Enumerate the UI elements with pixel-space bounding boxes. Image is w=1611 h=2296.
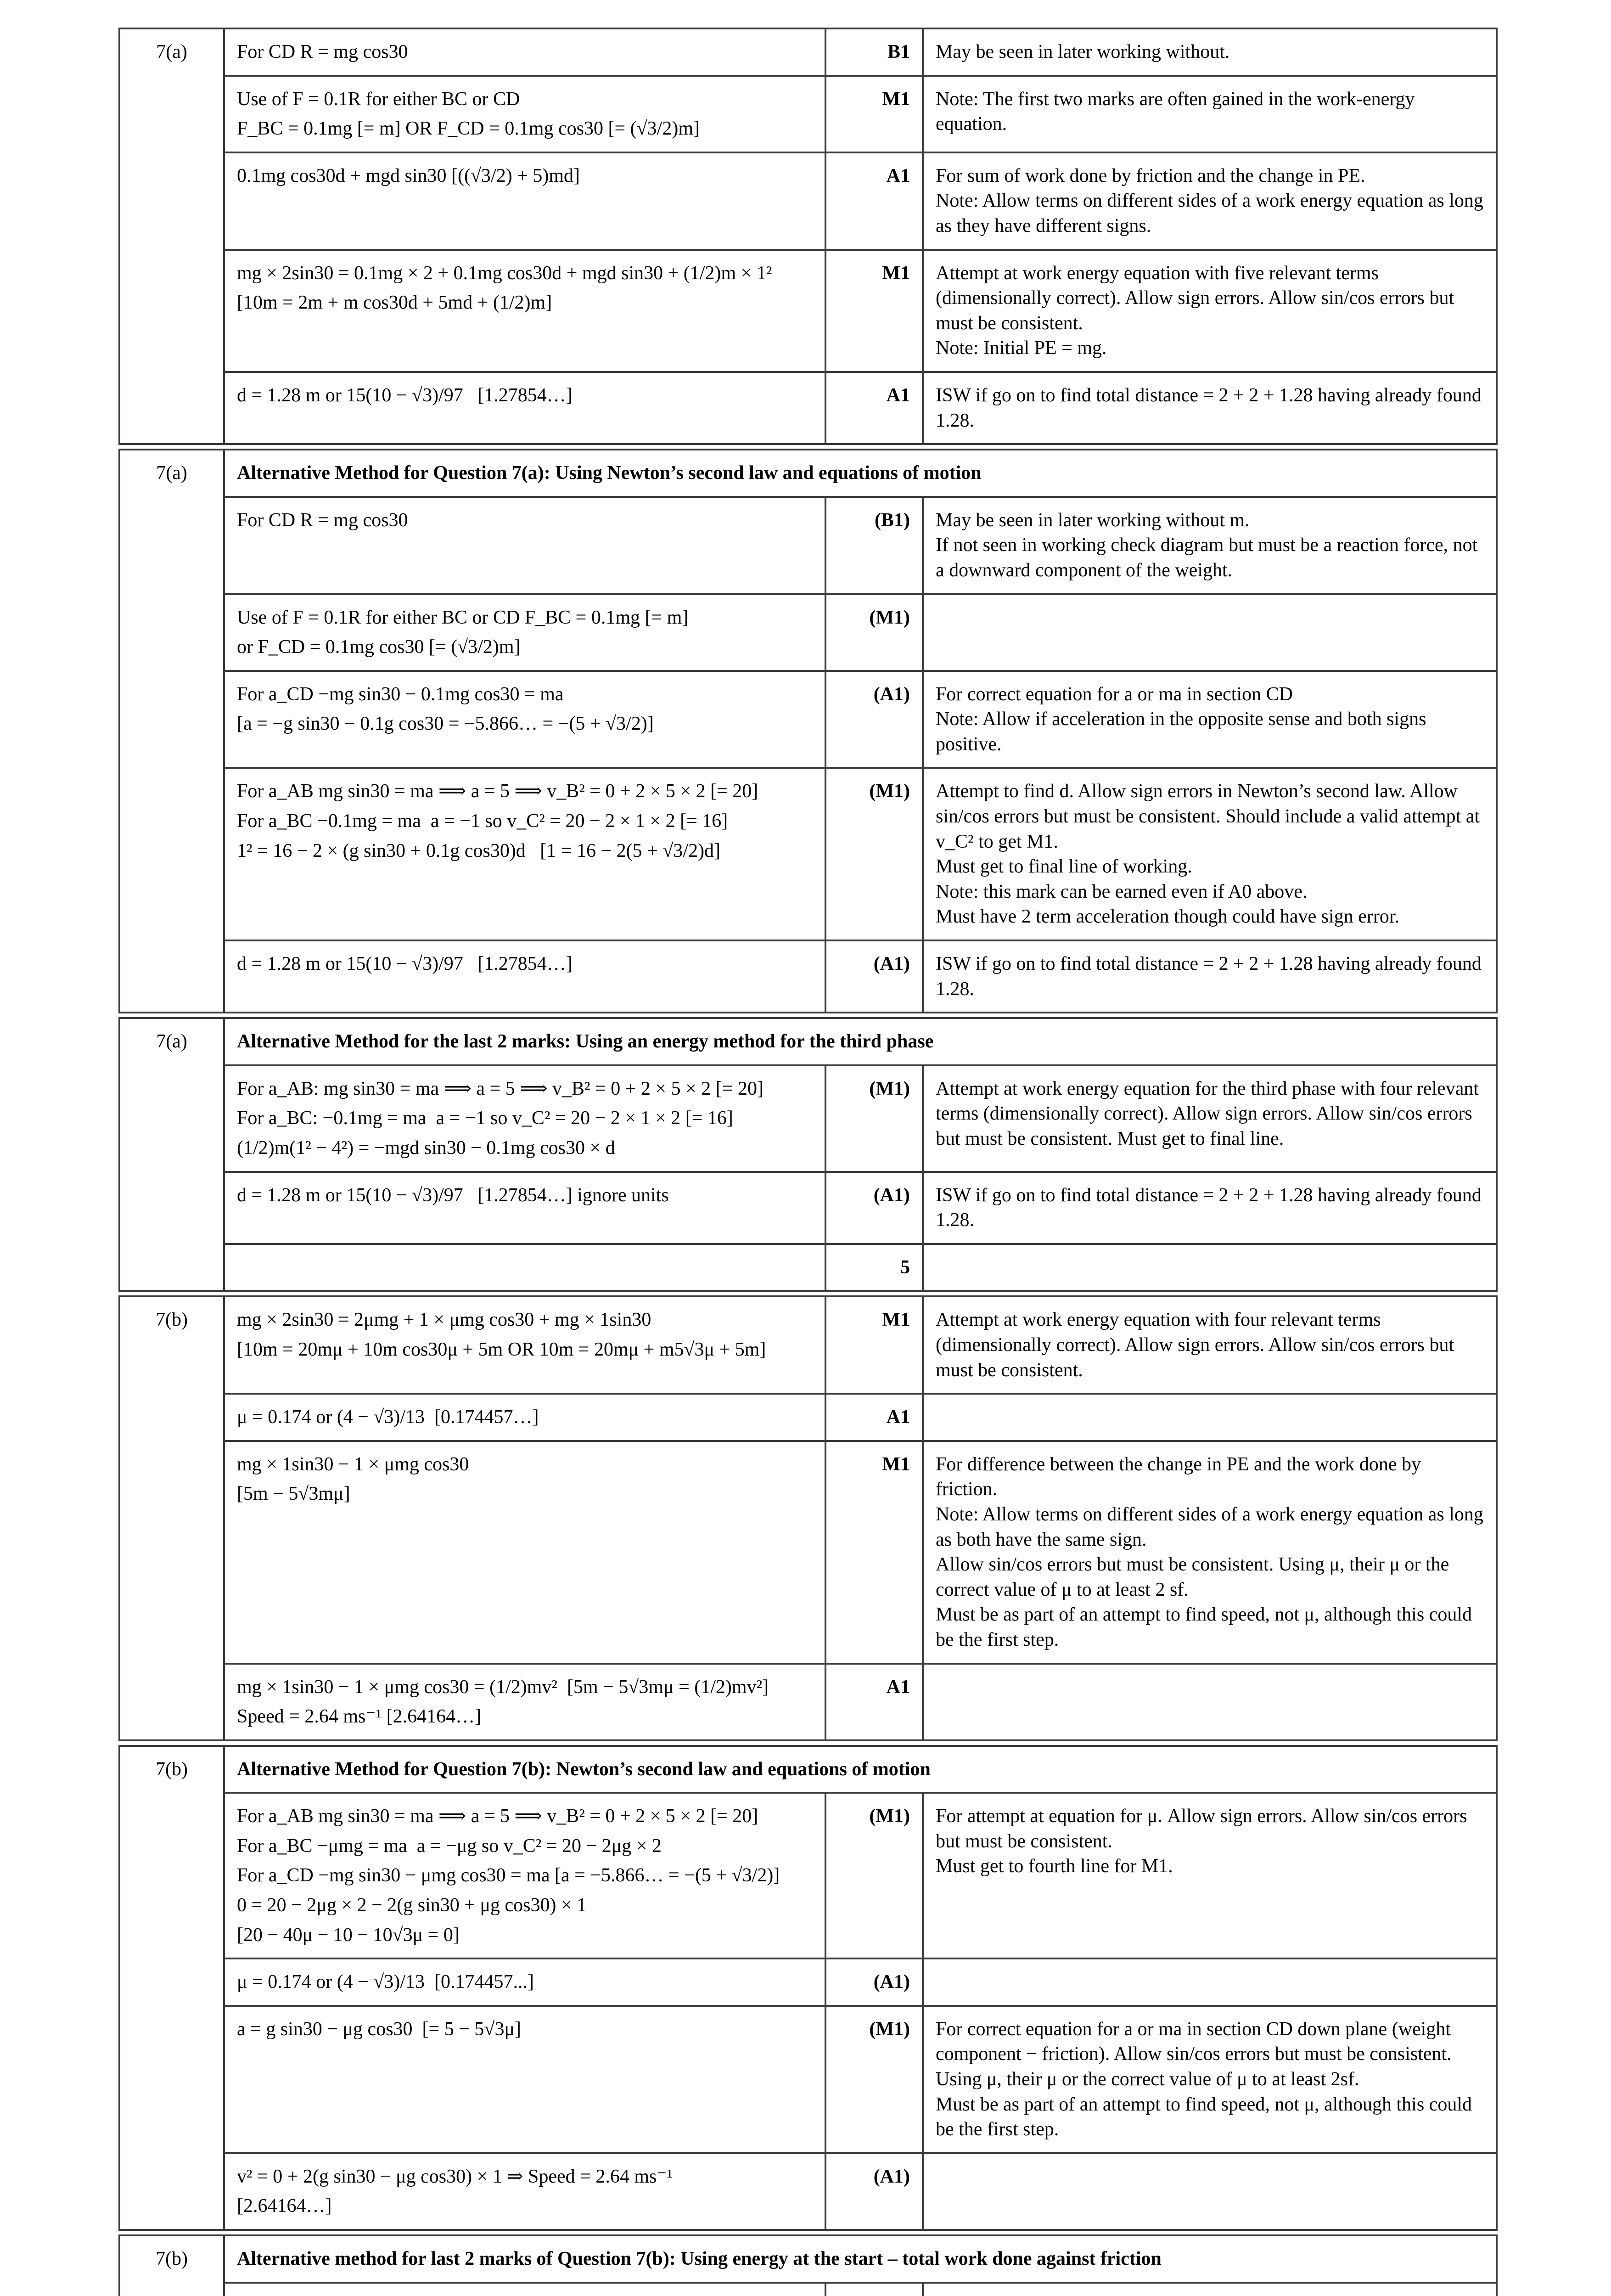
working-cell: [224, 1065, 825, 1172]
guidance-line: Note: Initial PE = mg.: [936, 338, 1107, 359]
guidance-line: ISW if go on to find total distance = 2 + 2 + 1.28 having already found 1.28.: [936, 953, 1487, 1000]
mark-row: [119, 372, 1497, 444]
total-row: [119, 1244, 1497, 1291]
mark-code: A1: [825, 372, 923, 444]
working-cell: [224, 594, 825, 671]
section-heading-row: [119, 450, 1497, 497]
mark-scheme-table: [118, 28, 1498, 2296]
section-separator: [119, 1740, 1497, 1746]
mark-row: [119, 2153, 1497, 2230]
guidance-line: For attempt at equation for μ. Allow sign errors. Allow sin/cos errors but must be consistent.: [936, 1806, 1472, 1852]
total-spacer: [224, 1244, 825, 1291]
guidance-cell: [923, 2283, 1497, 2296]
guidance-line: For correct equation for a or ma in section CD: [936, 683, 1293, 705]
working-line: For a_BC: −0.1mg = ma a = −1 so v_C² = 20 − 2 × 1 × 2 [= 16]: [237, 1108, 733, 1129]
working-line: 1² = 16 − 2 × (g sin30 + 0.1g cos30)d [1 = 16 − 2(5 + √3/2)d]: [237, 840, 721, 861]
working-cell: [224, 2006, 825, 2153]
working-line: For a_AB: mg sin30 = ma ⟹ a = 5 ⟹ v_B² = 0 + 2 × 5 × 2 [= 20]: [237, 1078, 763, 1099]
mark-row: [119, 1172, 1497, 1244]
section-separator: [119, 1291, 1497, 1296]
section-separator: [119, 1013, 1497, 1018]
mark-row: [119, 1441, 1497, 1664]
question-number: 7(a): [119, 28, 224, 444]
working-cell: [224, 76, 825, 152]
mark-code: M1: [825, 250, 923, 372]
guidance-line: Note: Allow terms on different sides of a work energy equation as long as both have the same sign.: [936, 1503, 1488, 1550]
guidance-line: For sum of work done by friction and the change in PE.: [936, 165, 1365, 186]
working-line: [5m − 5√3mμ]: [237, 1483, 350, 1505]
guidance-line: May be seen in later working without m.: [936, 509, 1250, 531]
mark-row: [119, 768, 1497, 940]
working-cell: [224, 1441, 825, 1664]
separator-cell: [119, 2230, 1497, 2235]
working-line: For a_AB mg sin30 = ma ⟹ a = 5 ⟹ v_B² = 0 + 2 × 5 × 2 [= 20]: [237, 1806, 758, 1827]
working-line: d = 1.28 m or 15(10 − √3)/97 [1.27854…]: [237, 953, 573, 975]
working-line: For CD R = mg cos30: [237, 41, 408, 62]
guidance-cell: [923, 152, 1497, 250]
working-line: [2.64164…]: [237, 2195, 332, 2217]
guidance-line: For difference between the change in PE and the work done by friction.: [936, 1453, 1426, 1500]
guidance-cell: [923, 497, 1497, 594]
working-line: Use of F = 0.1R for either BC or CD: [237, 88, 520, 110]
mark-code: (M1): [825, 2006, 923, 2153]
working-line: F_BC = 0.1mg [= m] OR F_CD = 0.1mg cos30 [= (√3/2)m]: [237, 118, 700, 140]
guidance-cell: [923, 1065, 1497, 1172]
separator-cell: [119, 444, 1497, 450]
guidance-cell: [923, 1793, 1497, 1958]
mark-row: [119, 594, 1497, 671]
mark-row: [119, 1664, 1497, 1740]
mark-row: [119, 1065, 1497, 1172]
separator-cell: [119, 1740, 1497, 1746]
guidance-line: [936, 2294, 1484, 2296]
alternative-method-heading: Alternative Method for the last 2 marks: Using an energy method for the third phase: [224, 1018, 1497, 1065]
mark-row: [119, 1296, 1497, 1394]
working-cell: [224, 152, 825, 250]
guidance-line: Note: The first two marks are often gained in the work-energy equation.: [936, 88, 1420, 135]
working-cell: [224, 1958, 825, 2006]
mark-code: M1: [825, 1296, 923, 1394]
guidance-line: Must be as part of an attempt to find speed, not μ, although this could be the first step.: [936, 1604, 1477, 1650]
mark-code: (A1): [825, 1172, 923, 1244]
alternative-method-heading: Alternative Method for Question 7(b): Newton’s second law and equations of motion: [224, 1746, 1497, 1793]
guidance-line: Attempt to find d. Allow sign errors in Newton’s second law. Allow sin/cos errors but must be consistent. Should include a valid attempt at v_C² to get M1.: [936, 781, 1485, 852]
guidance-line: Attempt at work energy equation with four relevant terms (dimensionally correct). Allow sign errors. Allow sin/cos errors but must be consistent.: [936, 1309, 1459, 1381]
total-spacer: [923, 1244, 1497, 1291]
working-line: For CD R = mg cos30: [237, 509, 408, 531]
working-cell: [224, 768, 825, 940]
working-line: or F_CD = 0.1mg cos30 [= (√3/2)m]: [237, 636, 521, 658]
working-line: 0 = 20 − 2μg × 2 − 2(g sin30 + μg cos30) × 1: [237, 1895, 587, 1916]
working-cell: [224, 671, 825, 768]
mark-row: [119, 76, 1497, 152]
working-line: mg × 1sin30 − 1 × μmg cos30 = (1/2)mv² [5m − 5√3mμ = (1/2)mv²]: [237, 1676, 769, 1698]
guidance-line: Note: Allow if acceleration in the opposite sense and both signs positive.: [936, 709, 1431, 755]
working-line: [10m = 20mμ + 10m cos30μ + 5m OR 10m = 20mμ + m5√3μ + 5m]: [237, 1339, 766, 1360]
mark-code: (M1): [825, 768, 923, 940]
working-line: (1/2)m(1² − 4²) = −mgd sin30 − 0.1mg cos30 × d: [237, 1137, 615, 1159]
guidance-line: Allow sin/cos errors but must be consistent. Using μ, their μ or the correct value of μ to at least 2 sf.: [936, 1554, 1454, 1600]
guidance-line: Must get to fourth line for M1.: [936, 1856, 1173, 1877]
separator-cell: [119, 1291, 1497, 1296]
working-line: v² = 0 + 2(g sin30 − μg cos30) × 1 ⇒ Speed = 2.64 ms⁻¹: [237, 2166, 673, 2187]
guidance-line: If not seen in working check diagram but must be a reaction force, not a downward component of the weight.: [936, 535, 1482, 581]
mark-row: [119, 152, 1497, 250]
guidance-line: ISW if go on to find total distance = 2 + 2 + 1.28 having already found 1.28.: [936, 1184, 1487, 1231]
section-heading-row: [119, 2235, 1497, 2283]
working-line: mg × 2sin30 = 0.1mg × 2 + 0.1mg cos30d + mgd sin30 + (1/2)m × 1²: [237, 262, 772, 284]
working-cell: [224, 2283, 825, 2296]
working-line: For a_BC −μmg = ma a = −μg so v_C² = 20 − 2μg × 2: [237, 1835, 662, 1857]
mark-code: A1: [825, 1394, 923, 1441]
mark-code: (A1): [825, 1958, 923, 2006]
question-number: 7(b): [119, 1296, 224, 1740]
working-line: mg × 1sin30 − 1 × μmg cos30: [237, 1453, 469, 1475]
mark-row: [119, 671, 1497, 768]
guidance-cell: [923, 671, 1497, 768]
working-cell: [224, 250, 825, 372]
mark-code: A1: [825, 1664, 923, 1740]
guidance-line: Attempt at work energy equation for the third phase with four relevant terms (dimensionally correct). Allow sign errors. Allow sin/cos errors but must be consistent. Must get to final line.: [936, 1078, 1484, 1149]
working-line: For a_AB mg sin30 = ma ⟹ a = 5 ⟹ v_B² = 0 + 2 × 5 × 2 [= 20]: [237, 781, 758, 802]
mark-scheme-body: [119, 28, 1497, 2296]
mark-code: (M1): [825, 1065, 923, 1172]
working-line: μ = 0.174 or (4 − √3)/13 [0.174457…]: [237, 1407, 539, 1428]
mark-code: (A1): [825, 2153, 923, 2230]
mark-code: [825, 2283, 923, 2296]
section-heading-row: [119, 1018, 1497, 1065]
working-line: [a = −g sin30 − 0.1g cos30 = −5.866… = −(5 + √3/2)]: [237, 713, 654, 735]
question-number: 7(b): [119, 1746, 224, 2230]
working-cell: [224, 2153, 825, 2230]
mark-row: [119, 28, 1497, 76]
guidance-cell: [923, 1172, 1497, 1244]
guidance-cell: [923, 1958, 1497, 2006]
alternative-method-heading: Alternative Method for Question 7(a): Using Newton’s second law and equations of motion: [224, 450, 1497, 497]
guidance-line: Attempt at work energy equation with five relevant terms (dimensionally correct). Allow sign errors. Allow sin/cos errors but must be consistent.: [936, 262, 1459, 334]
guidance-cell: [923, 28, 1497, 76]
guidance-cell: [923, 1664, 1497, 1740]
mark-row: [119, 2283, 1497, 2296]
mark-code: A1: [825, 152, 923, 250]
guidance-cell: [923, 76, 1497, 152]
section-separator: [119, 444, 1497, 450]
section-separator: [119, 2230, 1497, 2235]
working-line: [10m = 2m + m cos30d + 5md + (1/2)m]: [237, 292, 552, 314]
mark-code: (B1): [825, 497, 923, 594]
guidance-line: ISW if go on to find total distance = 2 + 2 + 1.28 having already found 1.28.: [936, 384, 1487, 431]
total-marks: 5: [825, 1244, 923, 1291]
working-cell: [224, 1793, 825, 1958]
separator-cell: [119, 1013, 1497, 1018]
mark-row: [119, 2006, 1497, 2153]
working-line: Speed = 2.64 ms⁻¹ [2.64164…]: [237, 1706, 482, 1728]
guidance-line: Note: this mark can be earned even if A0 above.: [936, 881, 1308, 902]
working-cell: [224, 1172, 825, 1244]
guidance-cell: [923, 372, 1497, 444]
mark-code: (M1): [825, 1793, 923, 1958]
section-heading-row: [119, 1746, 1497, 1793]
working-cell: [224, 28, 825, 76]
mark-code: B1: [825, 28, 923, 76]
working-cell: [224, 940, 825, 1013]
working-line: d = 1.28 m or 15(10 − √3)/97 [1.27854…] ignore units: [237, 1184, 669, 1206]
mark-code: M1: [825, 76, 923, 152]
working-cell: [224, 372, 825, 444]
question-number: 7(b): [119, 2235, 224, 2296]
question-number: 7(a): [119, 450, 224, 1013]
working-line: mg × 2sin30 = 2μmg + 1 × μmg cos30 + mg × 1sin30: [237, 1309, 651, 1331]
working-line: For a_BC −0.1mg = ma a = −1 so v_C² = 20 − 2 × 1 × 2 [= 16]: [237, 810, 728, 832]
guidance-cell: [923, 2006, 1497, 2153]
guidance-cell: [923, 2153, 1497, 2230]
mark-code: (A1): [825, 940, 923, 1013]
mark-row: [119, 940, 1497, 1013]
mark-code: (A1): [825, 671, 923, 768]
guidance-cell: [923, 250, 1497, 372]
guidance-cell: [923, 1441, 1497, 1664]
guidance-line: Must be as part of an attempt to find speed, not μ, although this could be the first step.: [936, 2093, 1477, 2140]
working-line: μ = 0.174 or (4 − √3)/13 [0.174457...]: [237, 1971, 534, 1993]
mark-code: M1: [825, 1441, 923, 1664]
working-cell: [224, 1394, 825, 1441]
working-line: d = 1.28 m or 15(10 − √3)/97 [1.27854…]: [237, 384, 573, 406]
guidance-cell: [923, 1394, 1497, 1441]
working-line: For a_CD −mg sin30 − μmg cos30 = ma [a = −5.866… = −(5 + √3/2)]: [237, 1865, 780, 1886]
mark-row: [119, 1958, 1497, 2006]
guidance-line: For correct equation for a or ma in section CD down plane (weight component − friction). Allow sin/cos errors but must be consistent. Using μ, their μ or the correct value of μ to at least 2sf.: [936, 2018, 1457, 2090]
working-cell: [224, 497, 825, 594]
working-cell: [224, 1296, 825, 1394]
working-line: Use of F = 0.1R for either BC or CD F_BC = 0.1mg [= m]: [237, 607, 689, 628]
guidance-line: Must have 2 term acceleration though could have sign error.: [936, 906, 1400, 928]
working-line: [20 − 40μ − 10 − 10√3μ = 0]: [237, 1924, 460, 1946]
mark-code: (M1): [825, 594, 923, 671]
alternative-method-heading: Alternative method for last 2 marks of Question 7(b): Using energy at the start – total work done against friction: [224, 2235, 1497, 2283]
mark-row: [119, 1793, 1497, 1958]
guidance-cell: [923, 1296, 1497, 1394]
working-line: [237, 2294, 813, 2296]
question-number: 7(a): [119, 1018, 224, 1291]
working-line: For a_CD −mg sin30 − 0.1mg cos30 = ma: [237, 683, 564, 705]
guidance-line: Must get to final line of working.: [936, 856, 1192, 878]
guidance-cell: [923, 768, 1497, 940]
working-line: 0.1mg cos30d + mgd sin30 [((√3/2) + 5)md]: [237, 165, 580, 186]
mark-row: [119, 250, 1497, 372]
guidance-cell: [923, 594, 1497, 671]
working-cell: [224, 1664, 825, 1740]
guidance-cell: [923, 940, 1497, 1013]
working-line: a = g sin30 − μg cos30 [= 5 − 5√3μ]: [237, 2018, 521, 2040]
guidance-line: Note: Allow terms on different sides of a work energy equation as long as they have different signs.: [936, 190, 1488, 236]
mark-row: [119, 1394, 1497, 1441]
mark-row: [119, 497, 1497, 594]
guidance-line: May be seen in later working without.: [936, 41, 1230, 62]
